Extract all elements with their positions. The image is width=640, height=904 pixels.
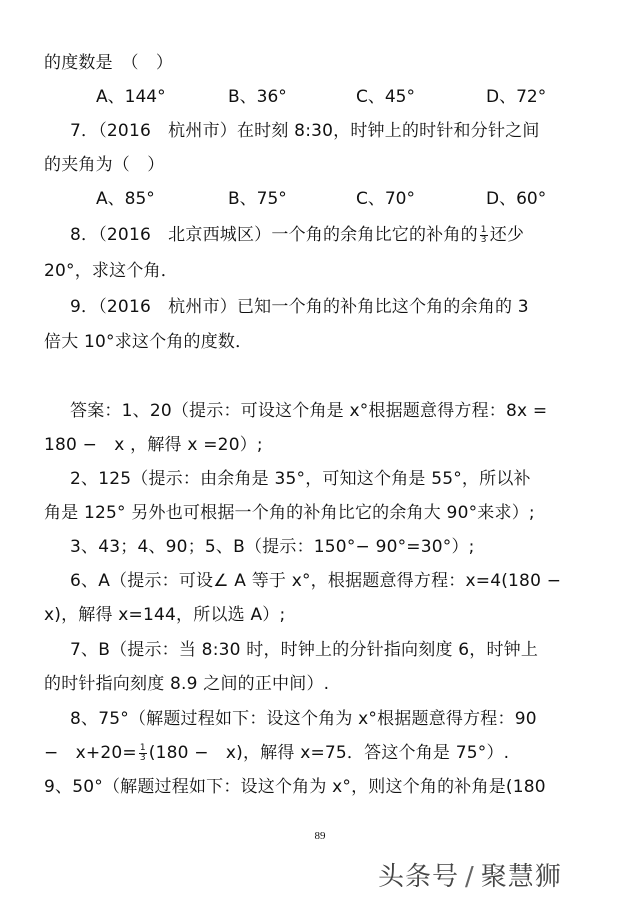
fraction-numerator: 1 (480, 224, 487, 235)
question-7-line-1: 7．（2016 杭州市）在时刻 8:30，时钟上的时针和分针之间 (70, 121, 540, 141)
question-6-tail: 的度数是 （ ） (44, 53, 174, 73)
q6-option-a: A、144° (96, 87, 166, 107)
q7-option-b: B、75° (228, 189, 287, 209)
q8-text-pre: 8．（2016 北京西城区）一个角的余角比它的补角的 (70, 225, 478, 245)
fraction-numerator: 1 (139, 742, 146, 753)
fraction-denominator: 3 (139, 752, 146, 763)
answer-1-line-2: 180 − x ，解得 x =20）; (44, 435, 263, 455)
page-number: 89 (314, 830, 326, 842)
one-third-fraction (480, 226, 488, 245)
watermark (378, 856, 562, 893)
q6-option-c: C、45° (356, 87, 416, 107)
q6-option-b: B、36° (228, 87, 287, 107)
answer-7-line-1: 7、B（提示：当 8:30 时，时钟上的分针指向刻度 6，时钟上 (70, 640, 539, 660)
fraction-denominator: 3 (480, 234, 487, 245)
a8-text-pre: − x+20= (44, 743, 137, 763)
question-8-line-1 (70, 224, 630, 246)
question-7-line-2: 的夹角为（ ） (44, 155, 165, 175)
answer-7-line-2: 的时针指向刻度 8.9 之间的正中间）. (44, 674, 330, 694)
q7-option-c: C、70° (356, 189, 416, 209)
answer-2-line-1: 2、125（提示：由余角是 35°，可知这个角是 55°，所以补 (70, 469, 531, 489)
one-third-fraction (139, 744, 147, 763)
answer-1-line-1: 答案：1、20（提示：可设这个角是 x°根据题意得方程：8x = (70, 401, 548, 421)
answer-3-5: 3、43；4、90；5、B（提示：150°− 90°=30°）; (70, 537, 475, 557)
q8-text-post: 还少 (489, 225, 525, 245)
watermark-right: 聚慧狮 (480, 862, 562, 892)
q7-option-a: A、85° (96, 189, 155, 209)
answer-8-line-1: 8、75°（解题过程如下：设这个角为 x°根据题意得方程：90 (70, 709, 537, 729)
question-9-line-1: 9．（2016 杭州市）已知一个角的补角比这个角的余角的 3 (70, 297, 529, 317)
answer-6-line-2: x)，解得 x=144，所以选 A）; (44, 605, 286, 625)
answer-9-line-1: 9、50°（解题过程如下：设这个角为 x°，则这个角的补角是(180 (44, 777, 546, 797)
answer-2-line-2: 角是 125° 另外也可根据一个角的补角比它的余角大 90°来求）; (44, 503, 535, 523)
question-8-line-2: 20°，求这个角． (44, 261, 178, 281)
q7-option-d: D、60° (486, 189, 547, 209)
question-9-line-2: 倍大 10°求这个角的度数． (44, 332, 253, 352)
watermark-slash: / (465, 862, 475, 892)
watermark-left: 头条号 (378, 862, 460, 892)
answer-8-line-2 (44, 742, 604, 764)
answer-6-line-1: 6、A（提示：可设∠ A 等于 x°，根据题意得方程：x=4(180 − (70, 571, 562, 591)
a8-text-post: (180 − x)，解得 x=75．答这个角是 75°）. (148, 743, 510, 763)
q6-option-d: D、72° (486, 87, 547, 107)
